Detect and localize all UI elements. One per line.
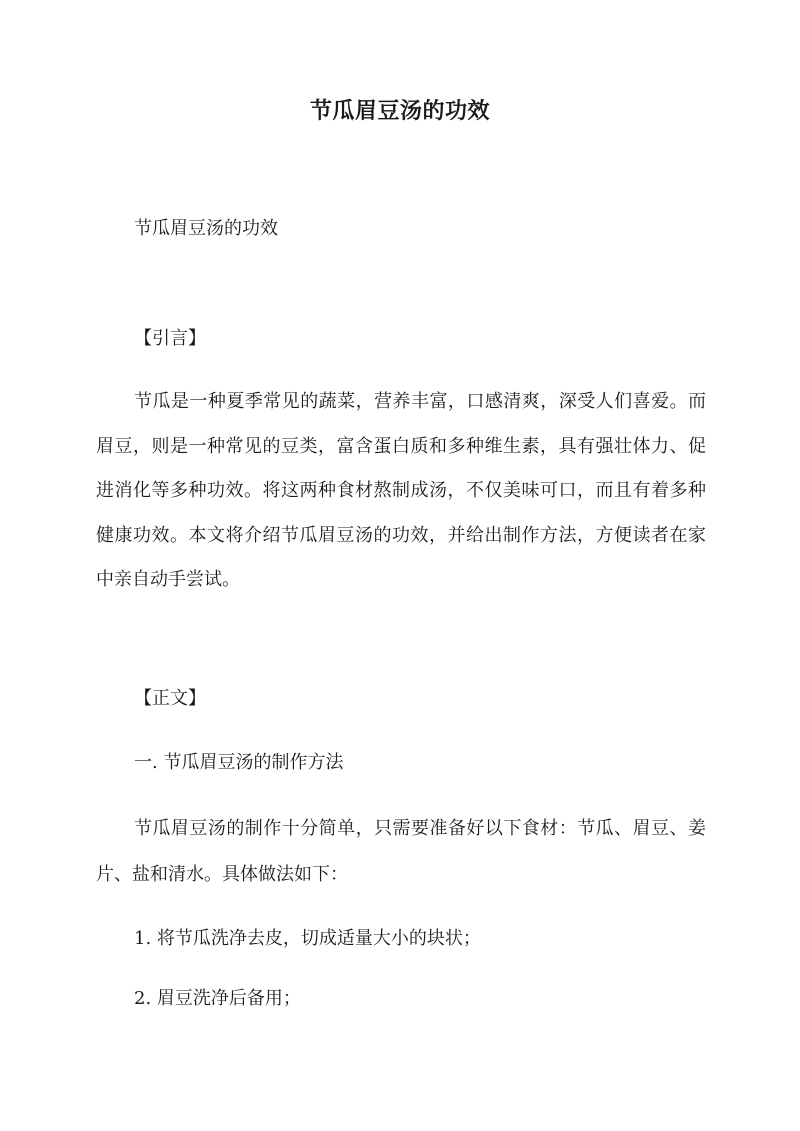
body-heading: 【正文】 [134,688,206,709]
section1-paragraph: 节瓜眉豆汤的制作十分简单，只需要准备好以下食材：节瓜、眉豆、姜片、盐和清水。具体做法如下： [96,818,706,885]
intro-heading: 【引言】 [134,328,206,349]
step-item-2: 2. 眉豆洗净后备用； [134,988,301,1009]
document-title: 节瓜眉豆汤的功效 [309,98,490,124]
section1-heading: 一. 节瓜眉豆汤的制作方法 [134,752,344,773]
document-subtitle: 节瓜眉豆汤的功效 [134,218,278,239]
step-item-1: 1. 将节瓜洗净去皮，切成适量大小的块状； [134,928,481,949]
intro-paragraph: 节瓜是一种夏季常见的蔬菜，营养丰富，口感清爽，深受人们喜爱。而眉豆，则是一种常见的豆类，富含蛋白质和多种维生素，具有强壮体力、促进消化等多种功效。将这两种食材熬制成汤，不仅美味可口，而且有着多种健康功效。本文将介绍节瓜眉豆汤的功效，并给出制作方法，方便读者在家中亲自动手尝试。 [96,391,706,590]
